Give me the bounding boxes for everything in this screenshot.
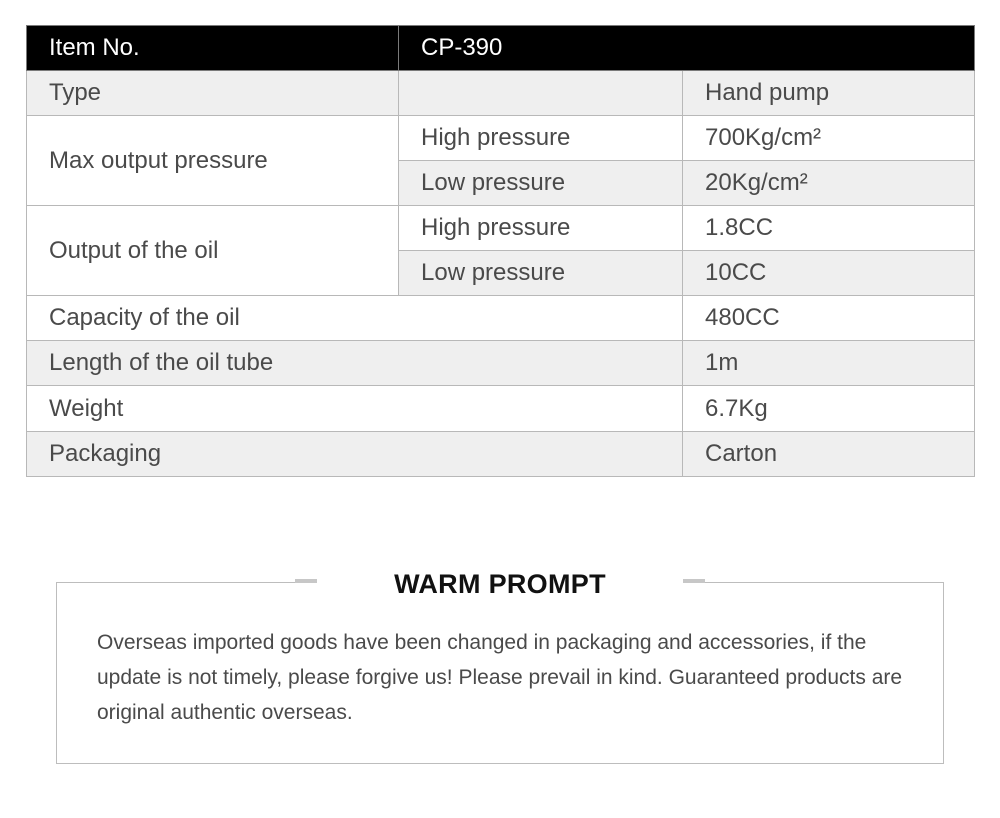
type-value: Hand pump <box>683 71 975 116</box>
title-dash-left <box>295 579 317 583</box>
packaging-value: Carton <box>683 432 975 477</box>
table-header-row <box>27 26 975 71</box>
item-no-value: CP-390 <box>399 26 975 71</box>
oil-output-label: Output of the oil <box>27 206 399 296</box>
weight-label: Weight <box>27 386 683 432</box>
max-pressure-label: Max output pressure <box>27 116 399 206</box>
title-dash-right <box>683 579 705 583</box>
table-row-max-pressure-high <box>27 116 975 161</box>
capacity-value: 480CC <box>683 296 975 341</box>
type-sub <box>399 71 683 116</box>
table-row-weight <box>27 386 975 432</box>
tube-length-label: Length of the oil tube <box>27 341 683 386</box>
table-row-tube-length <box>27 341 975 386</box>
type-label: Type <box>27 71 399 116</box>
table-row-type <box>27 71 975 116</box>
item-no-label: Item No. <box>27 26 399 71</box>
max-pressure-high-sub: High pressure <box>399 116 683 161</box>
tube-length-value: 1m <box>683 341 975 386</box>
max-pressure-high-value: 700Kg/cm² <box>683 116 975 161</box>
spec-table <box>26 25 975 477</box>
weight-value: 6.7Kg <box>683 386 975 432</box>
capacity-label: Capacity of the oil <box>27 296 683 341</box>
warm-prompt-text: Overseas imported goods have been changed in packaging and accessories, if the update is not timely, please forgive us! Please prevail in kind. Guaranteed products are original authentic overseas. <box>97 631 903 724</box>
oil-output-low-value: 10CC <box>683 251 975 296</box>
oil-output-high-value: 1.8CC <box>683 206 975 251</box>
oil-output-high-sub: High pressure <box>399 206 683 251</box>
table-row-capacity <box>27 296 975 341</box>
oil-output-low-sub: Low pressure <box>399 251 683 296</box>
table-row-packaging <box>27 432 975 477</box>
max-pressure-low-sub: Low pressure <box>399 161 683 206</box>
packaging-label: Packaging <box>27 432 683 477</box>
warm-prompt-title: WARM PROMPT <box>316 567 684 601</box>
table-row-oil-output-high <box>27 206 975 251</box>
max-pressure-low-value: 20Kg/cm² <box>683 161 975 206</box>
warm-prompt-header <box>56 567 944 601</box>
